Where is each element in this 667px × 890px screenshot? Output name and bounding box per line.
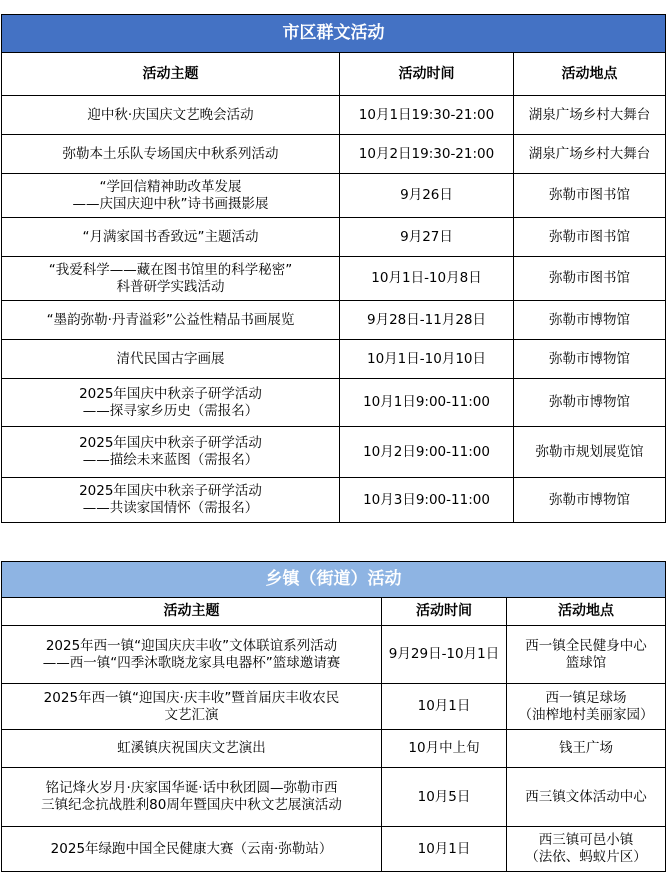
activity-theme-cell-line: 三镇纪念抗战胜利80周年暨国庆中秋文艺展演活动 (41, 797, 342, 813)
activity-place-cell (514, 135, 666, 174)
activity-theme-cell-line: 2025年西一镇“迎国庆庆丰收”文体联谊系列活动 (45, 637, 338, 654)
activity-theme-cell-line: 科普研学实践活动 (116, 278, 225, 295)
activity-place-cell (514, 427, 666, 478)
activity-place-cell-line: 弥勒市博物馆 (549, 394, 630, 410)
activity-place-cell-line: （油榨地村美丽家园） (518, 706, 654, 723)
activity-theme-cell-line: 2025年西一镇“迎国庆·庆丰收”暨首届庆丰收农民 (43, 689, 340, 706)
activity-time-cell: 10月1日-10月10日 (340, 340, 514, 379)
activity-theme-cell (2, 478, 340, 523)
activity-time-cell: 10月1日9:00-11:00 (340, 379, 514, 427)
activity-place-cell (507, 768, 666, 827)
activity-place-cell (514, 257, 666, 301)
activity-place-cell-line: 弥勒市规划展览馆 (535, 443, 644, 460)
activity-theme-cell (2, 218, 340, 257)
activity-time-cell: 10月2日9:00-11:00 (340, 427, 514, 478)
activity-place-cell (507, 626, 666, 684)
header-theme: 活动主题 (2, 598, 382, 626)
activity-place-cell-line: （法依、蚂蚁片区） (525, 849, 647, 865)
city-activities-table (1, 14, 666, 523)
table-row (2, 257, 666, 301)
activity-theme-cell (2, 257, 340, 301)
activity-theme-cell (2, 379, 340, 427)
activity-place-cell (514, 379, 666, 427)
activity-time-cell: 10月5日 (382, 768, 507, 827)
activity-place-cell (507, 827, 666, 872)
activity-place-cell-line: 西一镇足球场 (545, 689, 627, 706)
table-row (2, 827, 666, 872)
activity-place-cell-line: 弥勒市博物馆 (549, 491, 630, 508)
activity-time-cell: 10月1日 (382, 684, 507, 730)
activity-time-cell: 9月27日 (340, 218, 514, 257)
table-row (2, 478, 666, 523)
activity-place-cell-line: 弥勒市图书馆 (549, 187, 630, 203)
table-row (2, 218, 666, 257)
header-place: 活动地点 (514, 53, 666, 96)
activity-place-cell (507, 684, 666, 730)
table-row (2, 730, 666, 768)
activity-theme-cell (2, 135, 340, 174)
activity-place-cell (514, 301, 666, 340)
activity-place-cell-line: 西一镇全民健身中心 (525, 637, 647, 654)
activity-time-cell: 10月1日-10月8日 (340, 257, 514, 301)
activity-theme-cell-line: ——共读家国情怀（需报名） (82, 500, 259, 516)
activity-place-cell (514, 218, 666, 257)
activity-theme-cell-line: ——西一镇“四季沐歌晓龙家具电器杯”篮球邀请赛 (42, 654, 341, 671)
activity-theme-cell-line: 2025年国庆中秋亲子研学活动 (79, 385, 262, 402)
activity-theme-cell (2, 626, 382, 684)
header-time: 活动时间 (340, 53, 514, 96)
town-table-title: 乡镇（街道）活动 (2, 562, 666, 598)
activity-time-cell: 10月3日9:00-11:00 (340, 478, 514, 523)
table-row (2, 379, 666, 427)
activity-time-cell: 10月1日19:30-21:00 (340, 96, 514, 135)
activity-time-cell: 9月26日 (340, 174, 514, 218)
activity-theme-cell-line: 2025年绿跑中国全民健康大赛（云南·弥勒站） (50, 840, 333, 857)
header-theme: 活动主题 (2, 53, 340, 96)
activity-theme-cell-line: 弥勒本土乐队专场国庆中秋系列活动 (62, 145, 279, 162)
table-row (2, 684, 666, 730)
table-row (2, 301, 666, 340)
activity-theme-cell (2, 96, 340, 135)
activity-theme-cell-line: 清代民国古字画展 (116, 350, 225, 367)
table-row (2, 174, 666, 218)
table-row (2, 768, 666, 827)
activity-theme-cell-line: ——探寻家乡历史（需报名） (82, 402, 259, 419)
header-place: 活动地点 (507, 598, 666, 626)
table-row (2, 135, 666, 174)
activity-theme-cell-line: 铭记烽火岁月·庆家国华诞·话中秋团圆—弥勒市西 (45, 780, 338, 796)
activity-theme-cell-line: “我爱科学——藏在图书馆里的科学秘密” (48, 261, 293, 278)
activity-theme-cell-line: 文艺汇演 (164, 706, 219, 723)
activity-theme-cell-line: 虹溪镇庆祝国庆文艺演出 (117, 740, 266, 756)
activity-theme-cell-line: 2025年国庆中秋亲子研学活动 (79, 483, 262, 499)
activity-place-cell-line: 湖泉广场乡村大舞台 (528, 145, 651, 162)
activity-time-cell: 10月2日19:30-21:00 (340, 135, 514, 174)
table-row (2, 340, 666, 379)
activity-place-cell (514, 174, 666, 218)
activity-theme-cell (2, 730, 382, 768)
activity-place-cell-line: 弥勒市博物馆 (549, 311, 630, 328)
city-table-title: 市区群文活动 (2, 15, 666, 53)
activity-theme-cell (2, 340, 340, 379)
activity-place-cell-line: 西三镇文体活动中心 (525, 788, 647, 805)
activity-place-cell (514, 340, 666, 379)
activity-place-cell (514, 478, 666, 523)
activity-theme-cell (2, 174, 340, 218)
activity-time-cell: 10月中上旬 (382, 730, 507, 768)
activity-theme-cell-line: “学回信精神助改革发展 (99, 178, 242, 195)
activity-place-cell-line: 弥勒市图书馆 (549, 270, 630, 286)
activity-place-cell-line: 西三镇可邑小镇 (538, 832, 634, 848)
activity-theme-cell (2, 768, 382, 827)
activity-time-cell: 9月28日-11月28日 (340, 301, 514, 340)
activity-theme-cell-line: “墨韵弥勒·丹青溢彩”公益性精品书画展览 (46, 311, 295, 328)
activity-theme-cell (2, 684, 382, 730)
header-time: 活动时间 (382, 598, 507, 626)
activity-theme-cell-line: 迎中秋·庆国庆文艺晚会活动 (87, 106, 254, 123)
activity-place-cell-line: 湖泉广场乡村大舞台 (528, 106, 651, 123)
activity-theme-cell (2, 427, 340, 478)
activity-theme-cell (2, 827, 382, 872)
activity-place-cell-line: 钱王广场 (559, 740, 614, 756)
activity-time-cell: 9月29日-10月1日 (382, 626, 507, 684)
activity-time-cell: 10月1日 (382, 827, 507, 872)
activity-place-cell-line: 篮球馆 (565, 654, 607, 671)
activity-place-cell-line: 弥勒市博物馆 (549, 350, 630, 367)
activity-place-cell (514, 96, 666, 135)
table-row (2, 427, 666, 478)
town-activities-table (1, 561, 666, 872)
table-row (2, 96, 666, 135)
activity-place-cell-line: 弥勒市图书馆 (549, 228, 630, 245)
activity-theme-cell-line: ——描绘未来蓝图（需报名） (82, 452, 259, 468)
activity-theme-cell-line: ——庆国庆迎中秋”诗书画摄影展 (72, 195, 269, 212)
activity-theme-cell-line: “月满家国书香致远”主题活动 (82, 228, 259, 245)
activity-place-cell (507, 730, 666, 768)
table-row (2, 626, 666, 684)
activity-theme-cell (2, 301, 340, 340)
activity-theme-cell-line: 2025年国庆中秋亲子研学活动 (79, 435, 262, 451)
